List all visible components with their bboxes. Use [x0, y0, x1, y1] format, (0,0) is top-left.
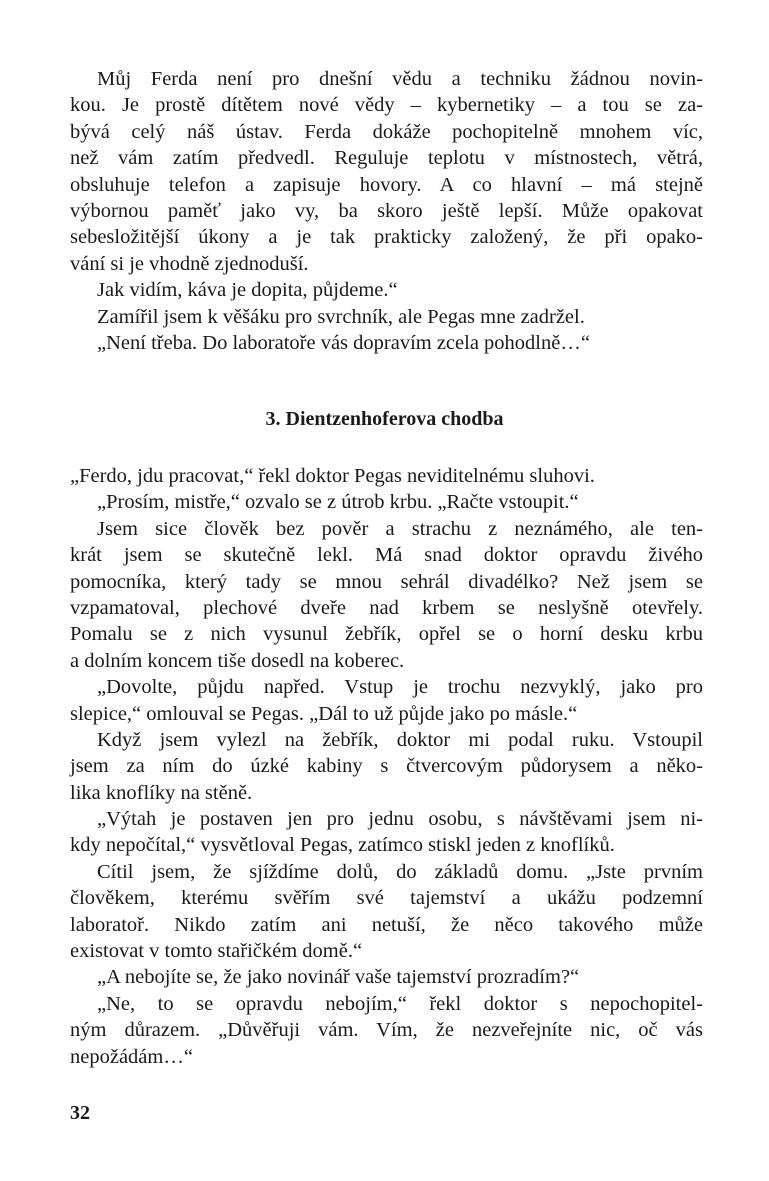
text-line: „Ne, to se opravdu nebojím,“ řekl doktor s nepochopitel- — [97, 992, 703, 1015]
paragraph — [70, 674, 703, 727]
paragraph — [70, 859, 703, 965]
text-line: kou. Je prostě dítětem nové vědy – kybernetiky – a tou se za- — [70, 94, 703, 117]
text-line: laboratoř. Nikdo zatím ani netuší, že něco takového může — [70, 913, 703, 936]
text-line: lika knoflíky na stěně. — [70, 781, 253, 804]
text-section-1 — [70, 66, 703, 356]
paragraph — [70, 277, 703, 303]
text-line: „Výtah je postaven jen pro jednu osobu, s návštěvami jsem ni- — [97, 808, 703, 831]
text-line: Jak vidím, káva je dopita, půjdeme.“ — [97, 279, 398, 302]
text-line: „Ferdo, jdu pracovat,“ řekl doktor Pegas neviditelnému sluhovi. — [70, 465, 595, 487]
text-line: „A nebojíte se, že jako novinář vaše tajemství prozradím?“ — [97, 966, 580, 989]
text-line: „Dovolte, půjdu napřed. Vstup je trochu nezvyklý, jako pro — [97, 676, 703, 699]
text-line: výbornou paměť jako vy, ba skoro ještě lepší. Může opakovat — [70, 199, 703, 222]
text-line: nepožádám…“ — [70, 1045, 193, 1068]
text-line: existovat v tomto stařičkém domě.“ — [70, 940, 363, 963]
text-line: a dolním koncem tiše dosedl na koberec. — [70, 649, 405, 672]
text-line: „Není třeba. Do laboratoře vás dopravím zcela pohodlně…“ — [97, 331, 590, 354]
text-line: „Prosím, mistře,“ ozvalo se z útrob krbu. „Račte vstoupit.“ — [97, 491, 579, 514]
text-line: ným důrazem. „Důvěřuji vám. Vím, že nezveřejníte nic, oč vás — [70, 1019, 703, 1042]
text-line: Zamířil jsem k věšáku pro svrchník, ale Pegas mne zadržel. — [97, 305, 585, 328]
paragraph — [70, 330, 703, 356]
text-line: obsluhuje telefon a zapisuje hovory. A co hlavní – má stejně — [70, 173, 703, 196]
paragraph — [70, 304, 703, 330]
paragraph — [70, 727, 703, 806]
text-line: člověkem, kterému svěřím své tajemství a ukážu podzemní — [70, 887, 703, 910]
text-line: bývá celý náš ústav. Ferda dokáže pochopitelně mnohem víc, — [70, 120, 703, 143]
text-line: vání si je vhodně zjednoduší. — [70, 252, 309, 275]
text-line: krát jsem se skutečně lekl. Má snad doktor opravdu živého — [70, 544, 703, 567]
paragraph — [70, 806, 703, 859]
text-line: Jsem sice člověk bez pověr a strachu z neznámého, ale ten- — [97, 517, 703, 540]
paragraph — [70, 66, 703, 277]
text-line: sebesložitější úkony a je tak prakticky založený, že při opako- — [70, 226, 703, 249]
page-number: 32 — [70, 1102, 90, 1124]
text-line: kdy nepočítal,“ vysvětloval Pegas, zatímco stiskl jeden z knoflíků. — [70, 834, 615, 857]
paragraph — [70, 516, 703, 674]
text-line: vzpamatoval, plechové dveře nad krbem se neslyšně otevřely. — [70, 596, 703, 619]
text-line: Můj Ferda není pro dnešní vědu a techniku žádnou novin- — [97, 68, 703, 90]
text-section-2 — [70, 463, 703, 1070]
text-line: Cítil jsem, že sjíždíme dolů, do základů domu. „Jste prvním — [97, 860, 703, 883]
paragraph — [70, 991, 703, 1070]
text-line: Pomalu se z nich vysunul žebřík, opřel se o horní desku krbu — [70, 623, 703, 646]
text-line: než vám zatím předvedl. Reguluje teplotu v místnostech, větrá, — [70, 147, 703, 170]
text-line: Když jsem vylezl na žebřík, doktor mi podal ruku. Vstoupil — [97, 728, 703, 751]
text-line: pomocníka, který tady se mnou sehrál divadélko? Než jsem se — [70, 570, 703, 593]
paragraph — [70, 489, 703, 515]
text-line: jsem za ním do úzké kabiny s čtvercovým půdorysem a něko- — [70, 755, 703, 778]
paragraph — [70, 964, 703, 990]
paragraph — [70, 463, 703, 489]
text-line: slepice,“ omlouval se Pegas. „Dál to už půjde jako po másle.“ — [70, 702, 578, 725]
chapter-heading: 3. Dientzenhoferova chodba — [265, 408, 504, 430]
